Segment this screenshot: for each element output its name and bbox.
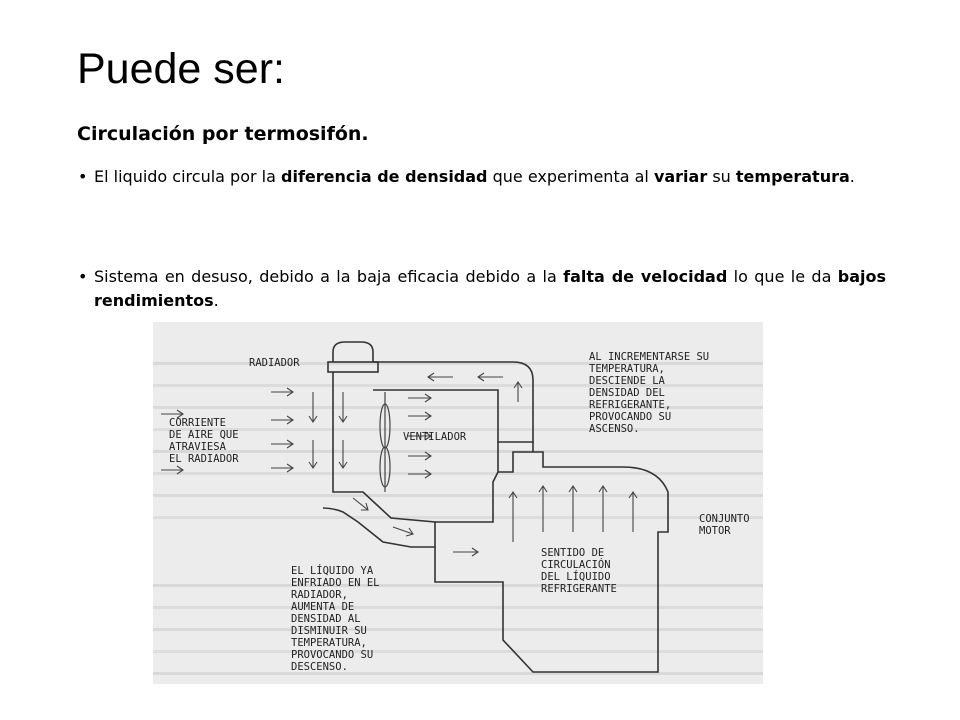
bullet-text bbox=[94, 165, 886, 189]
bullet-segment: lo que le da bbox=[727, 267, 838, 286]
bullet-emphasis: falta de velocidad bbox=[563, 267, 728, 286]
label-incrementarse: AL INCREMENTARSE SU TEMPERATURA, DESCIENDE LA DENSIDAD DEL REFRIGERANTE, PROVOCANDO SU ASCENSO. bbox=[589, 351, 710, 435]
bullet-segment: Sistema en desuso, debido a la baja eficacia debido a la bbox=[94, 267, 564, 286]
bullet-dot: • bbox=[78, 167, 88, 186]
bullet-disuse bbox=[78, 265, 886, 313]
label-conjunto-motor: CONJUNTO MOTOR bbox=[699, 513, 750, 537]
label-sentido: SENTIDO DE CIRCULACIÓN DEL LÍQUIDO REFRIGERANTE bbox=[541, 547, 617, 595]
bullet-segment: su bbox=[707, 167, 736, 186]
bullet-emphasis: bajos rendimientos bbox=[94, 267, 887, 310]
label-enfriado: EL LÍQUIDO YA ENFRIADO EN EL RADIADOR, AUMENTA DE DENSIDAD AL DISMINUIR SU TEMPERATURA, PROVOCANDO SU DESCENSO. bbox=[291, 565, 380, 673]
bullet-emphasis: variar bbox=[653, 167, 708, 186]
label-radiador: RADIADOR bbox=[249, 357, 300, 369]
bullet-emphasis: diferencia de densidad bbox=[281, 167, 488, 186]
slide-title: Puede ser: bbox=[77, 45, 285, 93]
label-corriente: CORRIENTE DE AIRE QUE ATRAVIESA EL RADIADOR bbox=[169, 417, 239, 465]
bullet-segment: que experimenta al bbox=[487, 167, 654, 186]
bullet-density bbox=[78, 165, 886, 189]
bullet-segment: . bbox=[213, 291, 219, 310]
bullet-emphasis: temperatura bbox=[735, 167, 850, 186]
bullet-segment: . bbox=[849, 167, 855, 186]
bullet-dot: • bbox=[78, 267, 88, 286]
thermosiphon-diagram bbox=[153, 322, 763, 684]
bullet-text bbox=[94, 265, 886, 313]
bullet-segment: El liquido circula por la bbox=[94, 167, 281, 186]
slide-subtitle: Circulación por termosifón. bbox=[77, 123, 369, 145]
top-hose-arrows bbox=[428, 373, 522, 402]
label-ventilador: VENTILADOR bbox=[403, 431, 467, 443]
